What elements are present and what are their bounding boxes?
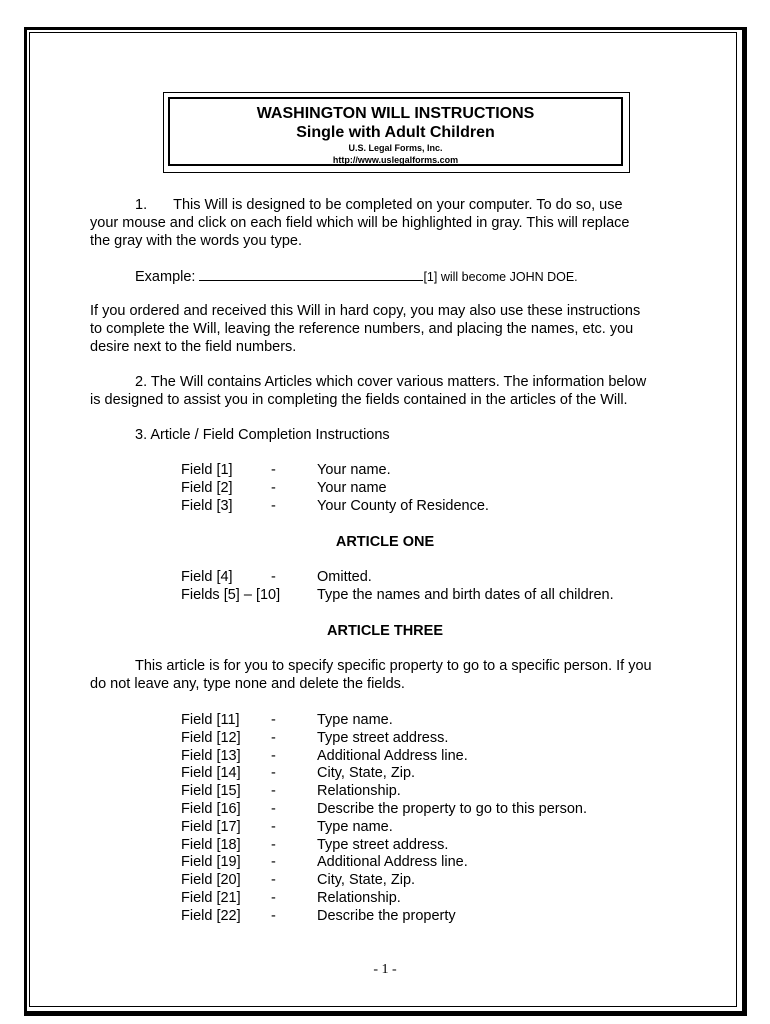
example-reference: [1] will become JOHN DOE. bbox=[423, 270, 578, 284]
field-label: Field [14] bbox=[181, 765, 241, 782]
field-label: Field [19] bbox=[181, 854, 241, 871]
article-one-heading: ARTICLE ONE bbox=[335, 534, 435, 550]
field-description: Describe the property to go to this person. bbox=[317, 801, 588, 817]
field-label: Field [15] bbox=[181, 783, 241, 800]
field-description: Type name. bbox=[317, 712, 393, 728]
field-description: Type the names and birth dates of all children. bbox=[317, 587, 614, 603]
article-three-heading: ARTICLE THREE bbox=[327, 623, 443, 639]
instruction-paragraph-4: 3. Article / Field Completion Instructions bbox=[135, 427, 390, 443]
page-number: - 1 - bbox=[373, 962, 397, 977]
instruction-paragraph-1: 1. This Will is designed to be completed on your computer. To do so, use your mouse and click on each field which will be highlighted in gray. This will replace the gray with the words you type. bbox=[90, 197, 630, 249]
field-description: Your County of Residence. bbox=[317, 498, 489, 514]
field-description: Relationship. bbox=[317, 783, 401, 800]
field-label: Field [1] bbox=[181, 462, 233, 478]
title-box bbox=[168, 97, 623, 166]
article-three-text: This article is for you to specify specific property to go to a specific person. If you do not leave any, type none and delete the fields. bbox=[90, 658, 652, 692]
field-description: City, State, Zip. bbox=[317, 765, 416, 782]
field-label: Field [13] bbox=[181, 747, 241, 764]
field-label: Field [16] bbox=[181, 801, 241, 817]
company-url: http://www.uslegalforms.com bbox=[332, 155, 459, 165]
field-label: Field [12] bbox=[181, 729, 241, 746]
field-label: Field [22] bbox=[181, 907, 241, 924]
instruction-paragraph-2: If you ordered and received this Will in hard copy, you may also use these instructions to complete the Will, leaving the reference numbers, and placing the names, etc. you desire next to the field numbers. bbox=[90, 303, 641, 355]
paragraph-number: 1. bbox=[135, 197, 148, 213]
field-description: Your name. bbox=[317, 462, 391, 478]
field-label: Field [2] bbox=[181, 480, 233, 496]
field-label: Field [20] bbox=[181, 872, 241, 889]
field-label: Field [18] bbox=[181, 836, 241, 853]
field-description: Describe the property bbox=[317, 907, 456, 924]
field-description: Omitted. bbox=[317, 569, 372, 585]
instruction-paragraph-3: 2. The Will contains Articles which cover various matters. The information below is designed to assist you in completing the fields contained in the articles of the Will. bbox=[90, 374, 647, 408]
field-description: Your name bbox=[317, 480, 387, 496]
field-description: Additional Address line. bbox=[317, 854, 468, 871]
example-blank bbox=[199, 267, 423, 281]
field-label: Fields [5] – [10] bbox=[181, 587, 281, 603]
field-description: Type street address. bbox=[317, 729, 449, 746]
field-label: Field [17] bbox=[181, 818, 241, 835]
company-name: U.S. Legal Forms, Inc. bbox=[348, 143, 443, 153]
field-label: Field [11] bbox=[181, 712, 240, 728]
field-description: Relationship. bbox=[317, 890, 401, 906]
example-line bbox=[90, 267, 690, 286]
field-description: Type name. bbox=[317, 818, 393, 835]
field-description: Additional Address line. bbox=[317, 747, 468, 764]
document-subtitle: Single with Adult Children bbox=[296, 124, 495, 141]
field-description: City, State, Zip. bbox=[317, 872, 416, 889]
field-label: Field [4] bbox=[181, 569, 233, 585]
field-label: Field [21] bbox=[181, 890, 241, 906]
field-description: Type street address. bbox=[317, 836, 449, 853]
field-label: Field [3] bbox=[181, 498, 233, 514]
document-title: WASHINGTON WILL INSTRUCTIONS bbox=[256, 105, 535, 122]
example-label: Example: bbox=[135, 269, 196, 285]
